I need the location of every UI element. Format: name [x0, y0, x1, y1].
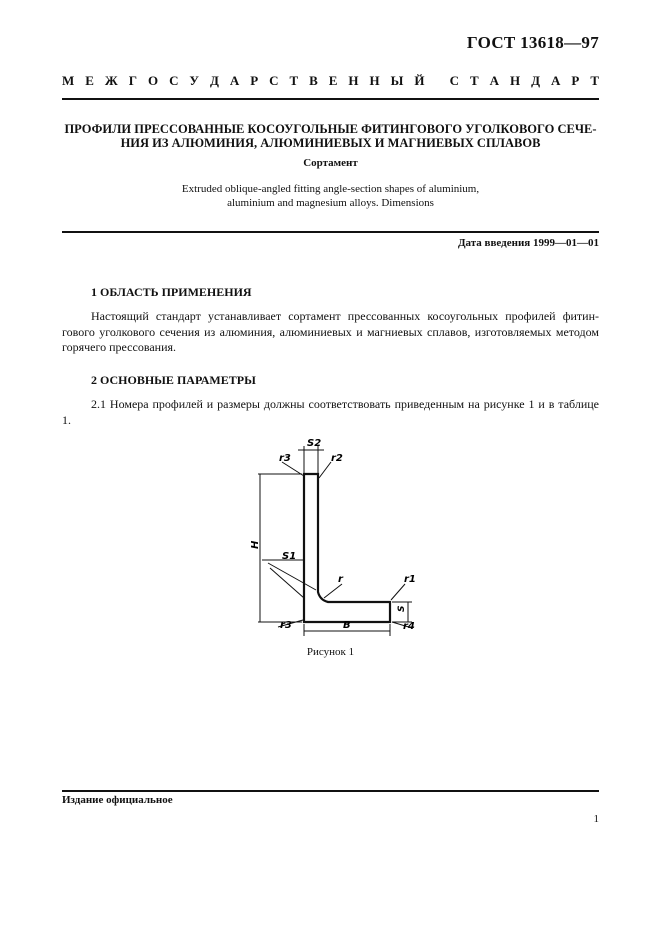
english-title-line-1: Extruded oblique-angled fitting angle-section shapes of aluminium,: [181, 183, 480, 195]
category-letter: С: [449, 73, 460, 88]
category-letter: Д: [531, 73, 541, 88]
title-line-2: НИЯ ИЗ АЛЮМИНИЯ, АЛЮМИНИЕВЫХ И МАГНИЕВЫХ СПЛАВОВ: [120, 136, 541, 150]
category-letter: С: [169, 73, 179, 88]
category-letter: Е: [328, 73, 338, 88]
category-letter: Н: [369, 73, 380, 88]
category-letter: С: [269, 73, 279, 88]
category-letter: А: [551, 73, 561, 88]
category-letter: В: [309, 73, 318, 88]
category-letter: Т: [470, 73, 479, 88]
section-1-text: Настоящий стандарт устанавливает сортамент прессованных косоугольных профилей фитин-гового уголкового сечения из алюминия, алюминиевых и магниевых сплавов, изготовляемых методом горячего прессования.: [62, 309, 599, 354]
label-b: B: [343, 620, 351, 631]
standard-code: ГОСТ 13618—97: [466, 33, 599, 52]
label-s1: S1: [282, 551, 297, 562]
category-letter: А: [489, 73, 500, 88]
label-r: r: [338, 574, 343, 585]
figure-caption: Рисунок 1: [306, 646, 355, 658]
category-letter: Ж: [104, 73, 118, 88]
profile-outline: [304, 474, 390, 622]
category-letter: Н: [348, 73, 359, 88]
edition-note: Издание официальное: [62, 794, 173, 806]
english-title-line-2: aluminium and magnesium alloys. Dimensions: [227, 197, 434, 209]
label-r4: r4: [403, 621, 415, 632]
label-r1: r1: [404, 574, 416, 585]
section-1-heading: 1 ОБЛАСТЬ ПРИМЕНЕНИЯ: [91, 285, 252, 299]
category-letter: Н: [510, 73, 521, 88]
category-letter: Й: [414, 73, 425, 88]
label-r2: r2: [331, 453, 343, 464]
page-number: 1: [593, 813, 599, 825]
category-letter: Г: [128, 73, 137, 88]
label-r3-top: r3: [279, 453, 291, 464]
category-letter: Т: [289, 73, 299, 88]
category-letter: Р: [250, 73, 259, 88]
category-letter: Т: [590, 73, 599, 88]
category-letter: О: [147, 73, 159, 88]
label-s2: S2: [307, 438, 322, 449]
category-letter: Р: [571, 73, 580, 88]
label-r3-bottom: r3: [280, 620, 292, 631]
document-subtitle: Сортамент: [303, 157, 358, 169]
introduction-date: Дата введения 1999—01—01: [457, 237, 599, 249]
section-2-text: 2.1 Номера профилей и размеры должны соответствовать приведенным на рисунке 1 и в таблице 1.: [62, 397, 599, 427]
category-letter: Ы: [390, 73, 404, 88]
category-letter: Е: [85, 73, 94, 88]
section-2-heading: 2 ОСНОВНЫЕ ПАРАМЕТРЫ: [91, 373, 256, 387]
category-letter: Д: [209, 73, 219, 88]
footer-rule: [62, 790, 599, 792]
title-line-1: ПРОФИЛИ ПРЕССОВАННЫЕ КОСОУГОЛЬНЫЕ ФИТИНГОВОГО УГОЛКОВОГО СЕЧЕ-: [64, 122, 597, 136]
category-letter: У: [189, 73, 199, 88]
category-letter: А: [229, 73, 240, 88]
label-s: S: [397, 605, 407, 612]
category-letter: М: [62, 73, 75, 88]
label-h: H: [250, 540, 261, 549]
